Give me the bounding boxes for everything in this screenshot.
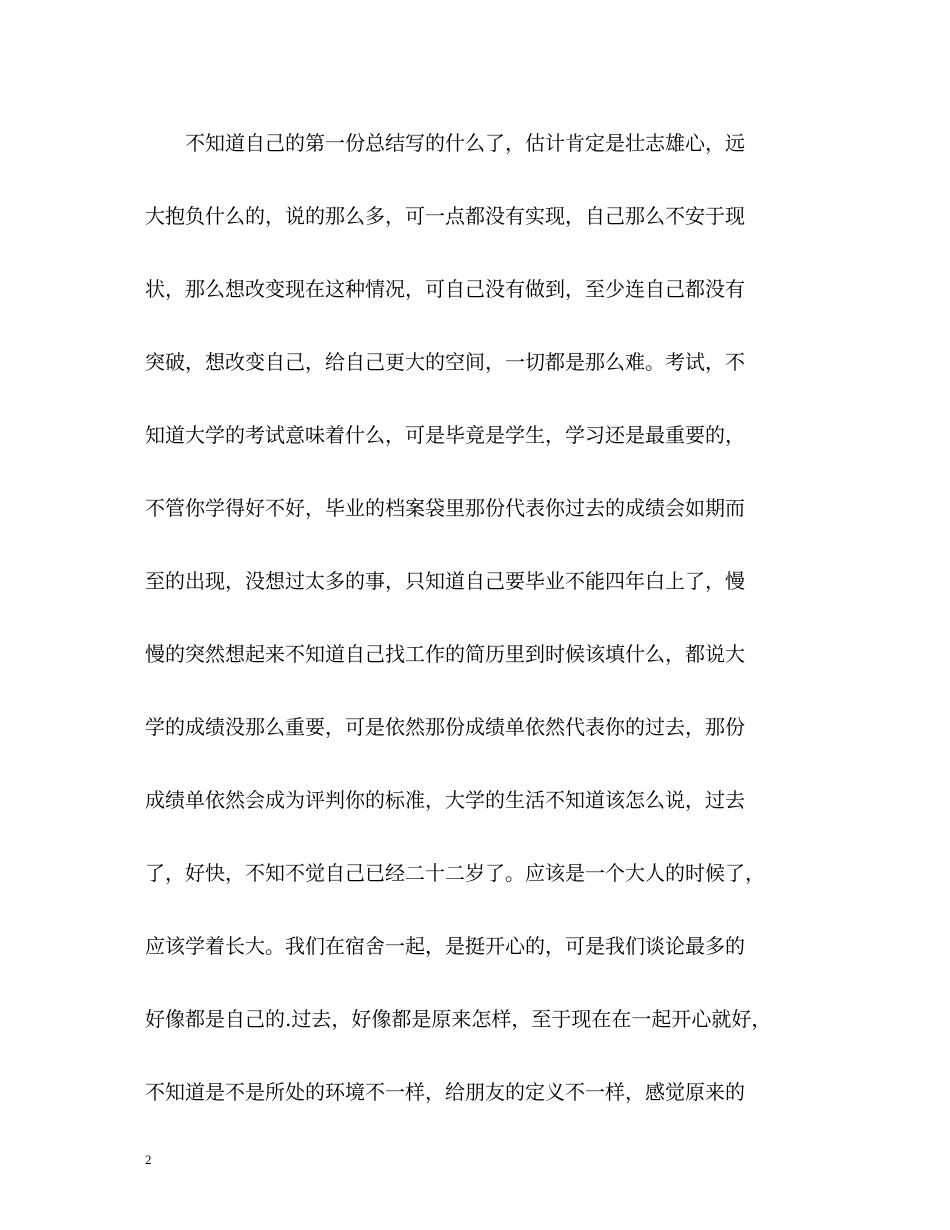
body-text-line: 好像都是自己的.过去，好像都是原来怎样，至于现在在一起开心就好， (145, 1007, 772, 1031)
body-text-line: 突破，想改变自己，给自己更大的空间，一切都是那么难。考试，不 (145, 350, 745, 374)
body-text-line: 至的出现，没想过太多的事，只知道自己要毕业不能四年白上了，慢 (145, 569, 745, 593)
body-text-line: 不知道是不是所处的环境不一样，给朋友的定义不一样，感觉原来的 (145, 1080, 745, 1104)
body-text-line: 知道大学的考试意味着什么，可是毕竟是学生，学习还是最重要的， (145, 423, 745, 447)
body-text-line: 不管你学得好不好，毕业的档案袋里那份代表你过去的成绩会如期而 (145, 496, 745, 520)
body-text-line: 学的成绩没那么重要，可是依然那份成绩单依然代表你的过去，那份 (145, 715, 745, 739)
body-text-line: 大抱负什么的，说的那么多，可一点都没有实现，自己那么不安于现 (145, 204, 745, 228)
body-text-line: 应该学着长大。我们在宿舍一起，是挺开心的，可是我们谈论最多的 (145, 934, 745, 958)
page-number: 2 (145, 1152, 152, 1167)
body-text-line: 了，好快，不知不觉自己已经二十二岁了。应该是一个大人的时候了， (145, 861, 765, 885)
body-text-line: 成绩单依然会成为评判你的标准，大学的生活不知道该怎么说，过去 (145, 788, 745, 812)
body-text-line: 慢的突然想起来不知道自己找工作的简历里到时候该填什么，都说大 (145, 642, 745, 666)
body-text-line: 不知道自己的第一份总结写的什么了，估计肯定是壮志雄心，远 (145, 131, 745, 155)
body-text-line: 状，那么想改变现在这种情况，可自己没有做到，至少连自己都没有 (145, 277, 745, 301)
